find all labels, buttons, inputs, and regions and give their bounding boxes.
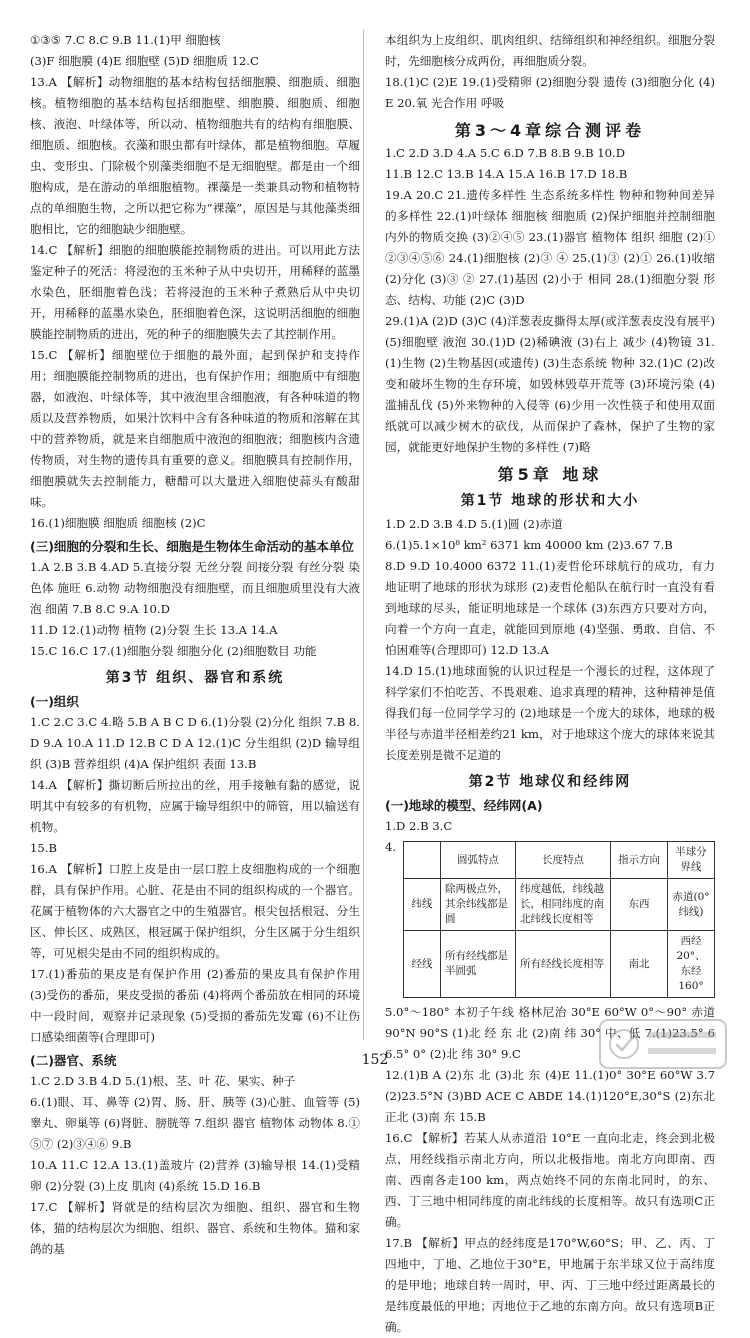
table-row: [404, 879, 715, 931]
answer-paragraph: 15.C 【解析】细胞壁位于细胞的最外面，起到保护和支持作用；细胞膜能控制物质的进出，也有保护作用；细胞质中有细胞器，如液泡、叶绿体等，其中液泡里含细胞液，有各种味道的物质以及营养物质，如果汁饮料中含有各种味道的物质和溶解在其中的营养物质，就是来自细胞质中液泡的细胞液；细胞核内含遗传物质，对生物的遗传具有重要的意义。细胞膜具有控制作用，细胞膜就失去控制能力，糖醋可以大量进入细胞使蒜头有酸甜味。: [30, 348, 360, 509]
table-header-cell: 圆弧特点: [441, 842, 516, 879]
answer-paragraph: 12.(1)B A (2)东 北 (3)北 东 (4)E 11.(1)0° 30°E 60°W 3.7 (2)23.5°N (3)BD ACE C ABDE 14.(1)120°E,30°S (2)东北 正北 (3)南 东 15.B: [385, 1068, 715, 1124]
subsection-heading: (一)组织: [30, 694, 79, 709]
table-question-number: 4.: [385, 840, 397, 854]
answer-paragraph: 1.D 2.B 3.C: [385, 819, 453, 833]
answer-paragraph: 1.D 2.D 3.B 4.D 5.(1)圆 (2)赤道: [385, 517, 563, 531]
answer-paragraph: 本组织为上皮组织、肌肉组织、结缔组织和神经组织。细胞分裂时，先细胞核分成两份，再细胞质分裂。: [385, 33, 715, 68]
section-heading: 第2节 地球仪和经纬网: [468, 774, 632, 790]
table-row: [404, 931, 715, 998]
subsection-heading: (一)地球的模型、经纬网(A): [385, 798, 543, 813]
table-cell: 所有经线都是半圆弧: [441, 931, 516, 998]
section-heading: 第5章 地球: [497, 465, 603, 484]
table-header-cell: [404, 842, 441, 879]
answer-paragraph: 15.B: [30, 841, 57, 855]
answer-paragraph: 14.A 【解析】撕切断后所拉出的丝，用手接触有黏的感觉，说明其中有较多的有机物，应属于输导组织中的筛管，用以输送有机物。: [30, 778, 360, 834]
answer-paragraph: 17.B 【解析】甲点的经纬度是170°W,60°S；甲、乙、丙、丁四地中，丁地、乙地位于30°E，甲地属于东半球又位于高纬度的是甲地；地球自转一周时，甲、丙、丁三地中经过距离最长的是纬度最低的甲地；丙地位于乙地的东南方向。故只有选项B正确。: [385, 1236, 715, 1334]
answer-paragraph: 10.A 11.C 12.A 13.(1)盖玻片 (2)营养 (3)输导根 14.(1)受精卵 (2)分裂 (3)上皮 肌肉 (4)系统 15.D 16.B: [30, 1158, 360, 1193]
answer-paragraph: 16.A 【解析】口腔上皮是由一层口腔上皮细胞构成的一个细胞群，具有保护作用。心脏、花是由不同的组织构成的一个器官。花属于植物体的六大器官之中的生殖器官。根尖包括根冠、分生区、伸长区、成熟区，根冠属于保护组织，分生区属于分生组织等，可见根尖是由不同的组织构成的。: [30, 862, 360, 960]
latitude-longitude-table: [403, 841, 715, 998]
answer-paragraph: 17.(1)番茄的果皮是有保护作用 (2)番茄的果皮具有保护作用 (3)受伤的番茄，果皮受损的番茄 (4)将两个番茄放在相同的环境中一段时间，观察并记录现象 (5)受损的番茄先发霉 (6)不让伤口感染细菌等(合理即可): [30, 967, 360, 1044]
table-cell: 经线: [404, 931, 441, 998]
page-number: 152: [361, 1052, 389, 1068]
answer-paragraph: 13.A 【解析】动物细胞的基本结构包括细胞膜、细胞质、细胞核。植物细胞的基本结构包括细胞壁、细胞膜、细胞质、细胞核、液泡、叶绿体等，所以动、植物细胞共有的结构有细胞膜、细胞质、细胞核。衣藻和眼虫都有叶绿体，都是植物细胞。草履虫、变形虫、门除极个别藻类细胞不是无细胞壁。都是由一个细胞构成，是在游动的单细胞植物。裸藻是一类兼具动物和植物特点的单细胞生物，之所以把它称为“裸藻”，原因是与其他藻类细胞相比，它的细胞缺少细胞壁。: [30, 75, 360, 236]
answer-paragraph: 19.A 20.C 21.遗传多样性 生态系统多样性 物种和物种间差异的多样性 22.(1)叶绿体 细胞核 细胞质 (2)保护细胞并控制细胞内外的物质交换 (3)②④⑤ 23.(1)器官 植物体 组织 细胞 (2)①②③④⑤⑥ 24.(1)细胞核 (2)③ ④ 25.(1)③ (2)① 26.(1)收缩 (2)分化 (3)③ ② 27.(1)基因 (2)小于 相同 28.(1)细胞分裂 形态、结构、功能 (2)C (3)D: [385, 188, 715, 307]
answer-paragraph: 1.A 2.B 3.B 4.AD 5.直接分裂 无丝分裂 间接分裂 有丝分裂 染色体 施旺 6.动物 动物细胞没有细胞壁，而且细胞质里没有大液泡 细菌 7.B 8.C 9.A 10.D: [30, 560, 360, 616]
answer-paragraph: 16.(1)细胞膜 细胞质 细胞核 (2)C: [30, 516, 206, 530]
table-cell: 所有经线长度相等: [516, 931, 611, 998]
table-header-row: [404, 842, 715, 879]
answer-paragraph: ①③⑤ 7.C 8.C 9.B 11.(1)甲 细胞核: [30, 33, 221, 47]
table-cell: 东西: [611, 879, 668, 931]
answer-paragraph: 18.(1)C (2)E 19.(1)受精卵 (2)细胞分裂 遗传 (3)细胞分化 (4)E 20.氧 光合作用 呼吸: [385, 75, 715, 110]
answer-paragraph: 1.C 2.D 3.D 4.A 5.C 6.D 7.B 8.B 9.B 10.D: [385, 146, 626, 160]
answer-paragraph: 29.(1)A (2)D (3)C (4)洋葱表皮撕得太厚(或洋葱表皮没有展平) (5)细胞壁 液泡 30.(1)D (2)稀碘液 (3)右上 减少 (4)物镜 31.(1)生物 (2)生物基因(或遗传) (3)生态系统 物种 32.(1)C (2)改变和破坏生物的生存环境，如毁林毁草开荒等 (3)环境污染 (4)滥捕乱伐 (5)外来物种的入侵等 (6)少用一次性筷子和使用双面纸就可以减少树木的砍伐，从而保护了森林，保护了生物的家园，就能更好地保护生物的多样性 (7)略: [385, 314, 715, 454]
answer-paragraph: (3)F 细胞膜 (4)E 细胞壁 (5)D 细胞质 12.C: [30, 54, 259, 68]
section-heading: 第3～4章综合测评卷: [454, 121, 646, 140]
section-heading: 第3节 组织、器官和系统: [105, 670, 285, 686]
right-column: [385, 30, 715, 1338]
answer-paragraph: 16.C 【解析】若某人从赤道沿 10°E 一直向北走，终会到北极点，用经线指示南北方向，所以北极指地。南北方向即南、西南、西南各走100 km，两点始终不同的东南北同时，的东、西、丁三地中相同纬度的南北纬线的长度相等。故只有选项C正确。: [385, 1131, 715, 1229]
right-column-top: [385, 30, 715, 837]
table-cell: 纬度越低，纬线越长，相同纬度的南北纬线长度相等: [516, 879, 611, 931]
table-cell: 除两极点外，其余纬线都是圆: [441, 879, 516, 931]
table-cell: 纬线: [404, 879, 441, 931]
answer-paragraph: 11.B 12.C 13.B 14.A 15.A 16.B 17.D 18.B: [385, 167, 628, 181]
answer-paragraph: 8.D 9.D 10.4000 6372 11.(1)麦哲伦环球航行的成功，有力地证明了地球的形状为球形 (2)麦哲伦船队在航行时一直没有看到地球的尽头，能证明地球是一个球体 (3)东西方只要对方向，向着一个方向一直走，就能回到原地 (4)坚强、勇敢、自信、不怕困难等(合理即可) 12.D 13.A: [385, 559, 715, 657]
section-heading: 第1节 地球的形状和大小: [460, 493, 640, 509]
table-header-cell: 半球分界线: [668, 842, 715, 879]
column-divider: [363, 30, 364, 1040]
answer-paragraph: 6.(1)5.1×10⁸ km² 6371 km 40000 km (2)3.67 7.B: [385, 538, 673, 552]
answer-paragraph: 17.C 【解析】肾就是的结构层次为细胞、组织、器官和生物体，猫的结构层次为细胞、组织、器官、系统和生物体。猫和家鸽的基: [30, 1200, 360, 1256]
subsection-heading: (三)细胞的分裂和生长、细胞是生物体生命活动的基本单位: [30, 539, 354, 554]
table-cell: 南北: [611, 931, 668, 998]
answer-paragraph: 1.C 2.C 3.C 4.略 5.B A B C D 6.(1)分裂 (2)分化 组织 7.B 8.D 9.A 10.A 11.D 12.B C D A 12.(1)C 分生组织 (2)D 输导组织 (3)B 营养组织 (4)A 保护组织 表面 13.B: [30, 715, 360, 771]
answer-paragraph: 14.D 15.(1)地球面貌的认识过程是一个漫长的过程，这体现了科学家们不怕吃苦、不畏艰难、追求真理的精神，这种精神是值得我们每一位同学学习的 (2)地球是一个庞大的球体，地球的极半径与赤道半径相差约21 km，对于地球这个庞大的球体来说其长度差别是微不足道的: [385, 664, 715, 762]
left-column: [30, 30, 360, 1260]
answer-paragraph: 15.C 16.C 17.(1)细胞分裂 细胞分化 (2)细胞数目 功能: [30, 644, 317, 658]
table-header-cell: 指示方向: [611, 842, 668, 879]
answer-paragraph: 6.(1)眼、耳、鼻等 (2)胃、肠、肝、胰等 (3)心脏、血管等 (5)睾丸、卵巢等 (6)肾脏、膀胱等 7.组织 器官 植物体 动物体 8.①⑤⑦ (2)③④⑥ 9.B: [30, 1095, 360, 1151]
answer-paragraph: 11.D 12.(1)动物 植物 (2)分裂 生长 13.A 14.A: [30, 623, 278, 637]
latitude-longitude-table-block: [385, 837, 715, 1002]
answer-paragraph: 5.0°～180° 本初子午线 格林尼治 30°E 60°W 0°～90° 赤道 90°N 90°S (1)北 经 东 北 (2)南 纬 30° 中、低 7.(1)23.5° 66.5° 0° (2)北 纬 30° 9.C: [385, 1005, 715, 1061]
table-header-cell: 长度特点: [516, 842, 611, 879]
table-cell: 赤道(0°纬线): [668, 879, 715, 931]
answer-paragraph: 1.C 2.D 3.B 4.D 5.(1)根、茎、叶 花、果实、种子: [30, 1074, 296, 1088]
subsection-heading: (二)器官、系统: [30, 1053, 117, 1068]
answer-paragraph: 14.C 【解析】细胞的细胞膜能控制物质的进出。可以用此方法鉴定种子的死活：将浸泡的玉米种子从中央切开，用稀释的蓝墨水染色，胚细胞着色浅；若将浸泡的玉米种子煮熟后从中央切开，用稀释的蓝墨水染色，胚细胞着色深，这说明活细胞的细胞膜能控制物质的进出，死的种子的细胞膜失去了其控制作用。: [30, 243, 360, 341]
table-cell: 西经20°、东经160°: [668, 931, 715, 998]
